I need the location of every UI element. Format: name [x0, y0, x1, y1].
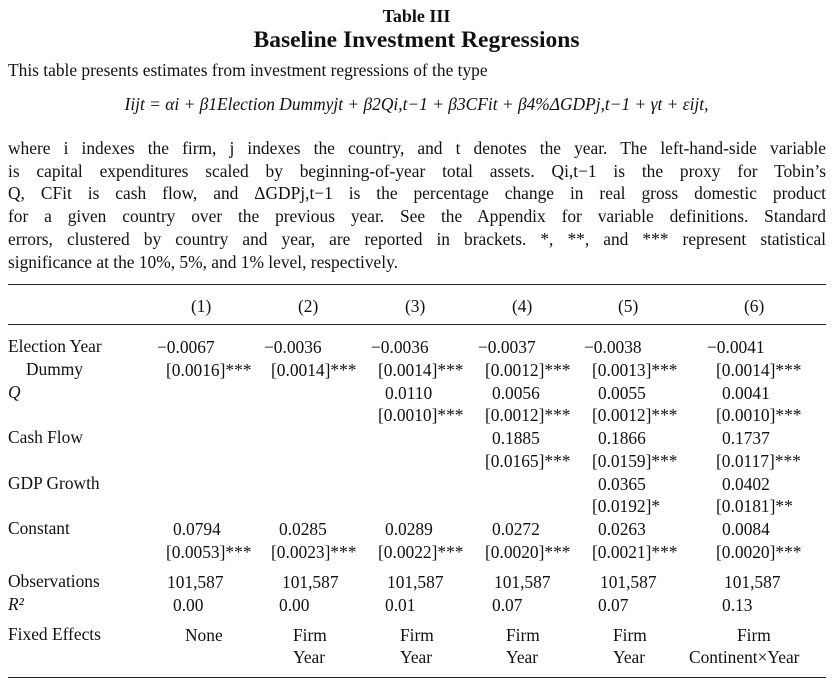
table-cell: [0.0020]***	[485, 542, 571, 562]
table-label: Table III	[382, 6, 451, 26]
row-label-fixed-effects: Fixed Effects	[8, 624, 101, 644]
row-label-cash-flow: Cash Flow	[8, 427, 83, 447]
table-cell: [0.0020]***	[716, 542, 802, 562]
table-cell: 0.0289	[385, 519, 433, 539]
table-cell: 0.07	[492, 595, 523, 615]
table-cell: None	[185, 625, 223, 645]
table-cell: 0.00	[173, 595, 204, 615]
table-cell: 101,587	[494, 572, 551, 592]
table-cell: 0.13	[722, 595, 753, 615]
table-cell: 101,587	[167, 572, 224, 592]
caption-line: is capital expenditures scaled by beginning-of-year total assets. Qi,t−1 is the proxy for Tobin’s	[8, 160, 826, 181]
caption-line: Q, CFit is cash flow, and ΔGDPj,t−1 is the percentage change in real gross domestic product	[8, 183, 826, 204]
table-cell: −0.0041	[707, 337, 765, 357]
table-cell: Firm	[506, 625, 540, 645]
table-cell: [0.0013]***	[592, 360, 678, 380]
table-cell: [0.0014]***	[716, 360, 802, 380]
table-cell: [0.0016]***	[166, 360, 252, 380]
table-cell: 0.0110	[385, 383, 433, 403]
table-cell: [0.0053]***	[166, 542, 252, 562]
header-rule	[8, 324, 826, 325]
table-cell: Firm	[737, 625, 771, 645]
table-cell: [0.0117]***	[716, 451, 801, 471]
table-title: Baseline Investment Regressions	[253, 27, 580, 53]
table-cell: Year	[400, 647, 433, 667]
table-cell: [0.0014]***	[271, 360, 357, 380]
table-cell: 0.07	[598, 595, 629, 615]
table-cell: [0.0010]***	[716, 405, 802, 425]
table-cell: [0.0159]***	[592, 451, 678, 471]
table-cell: Year	[506, 647, 539, 667]
table-cell: 0.1885	[492, 428, 540, 448]
caption-line: significance at the 10%, 5%, and 1% level, respectively.	[8, 251, 399, 272]
table-cell: −0.0036	[264, 337, 322, 357]
table-cell: 0.0056	[492, 383, 540, 403]
table-cell: −0.0067	[157, 337, 215, 357]
table-cell: [0.0014]***	[378, 360, 464, 380]
table-cell: 0.0084	[722, 519, 770, 539]
row-label-election-dummy: Dummy	[26, 359, 84, 379]
row-label-observations: Observations	[8, 571, 100, 591]
table-cell: 0.00	[279, 595, 310, 615]
table-cell: 0.0794	[173, 519, 221, 539]
table-cell: Firm	[400, 625, 434, 645]
table-cell: Year	[613, 647, 646, 667]
table-cell: 101,587	[724, 572, 781, 592]
table-cell: 0.0402	[722, 474, 770, 494]
table-cell: [0.0012]***	[485, 405, 571, 425]
table-cell: 0.0365	[598, 474, 646, 494]
table-caption	[8, 137, 826, 273]
table-cell: 101,587	[600, 572, 657, 592]
row-label-r2: R²	[8, 594, 24, 614]
table-cell: Firm	[293, 625, 327, 645]
table-cell: [0.0012]***	[592, 405, 678, 425]
table-cell: [0.0012]***	[485, 360, 571, 380]
column-header: (5)	[618, 296, 639, 316]
column-header: (6)	[744, 296, 765, 316]
table-cell: 101,587	[387, 572, 444, 592]
table-cell: 0.0285	[279, 519, 327, 539]
table-cell: −0.0038	[584, 337, 642, 357]
column-header: (2)	[298, 296, 319, 316]
table-cell: 0.0055	[598, 383, 646, 403]
table-cell: [0.0165]***	[485, 451, 571, 471]
table-cell: −0.0037	[478, 337, 536, 357]
caption-line: for a given country over the previous year. See the Appendix for variable definitions. Standard	[8, 206, 826, 227]
column-header: (1)	[191, 296, 212, 316]
column-header: (3)	[405, 296, 426, 316]
table-cell: [0.0010]***	[378, 405, 464, 425]
table-cell: 0.0272	[492, 519, 540, 539]
table-cell: [0.0181]**	[716, 496, 793, 516]
table-cell: 0.1737	[722, 428, 770, 448]
table-cell: [0.0192]*	[592, 496, 661, 516]
top-rule	[8, 284, 826, 285]
table-cell: −0.0036	[371, 337, 429, 357]
row-label-q: Q	[8, 382, 21, 402]
column-header: (4)	[512, 296, 533, 316]
table-cell: Continent×Year	[689, 647, 800, 667]
table-cell: 0.0263	[598, 519, 646, 539]
table-cell: Year	[293, 647, 326, 667]
table-cell: [0.0021]***	[592, 542, 678, 562]
table-intro: This table presents estimates from investment regressions of the type	[8, 60, 488, 80]
table-cell: 101,587	[282, 572, 339, 592]
table-cell: 0.01	[385, 595, 416, 615]
bottom-rule	[8, 677, 826, 678]
caption-line: errors, clustered by country and year, are reported in brackets. *, **, and *** represent statistical	[8, 228, 826, 249]
regression-equation: Iijt = αi + β1Election Dummyjt + β2Qi,t−1 + β3CFit + β4%ΔGDPj,t−1 + γt + εijt,	[124, 94, 709, 114]
row-label-constant: Constant	[8, 518, 70, 538]
row-label-election: Election Year	[8, 336, 102, 356]
table-cell: [0.0023]***	[271, 542, 357, 562]
table-cell: Firm	[613, 625, 647, 645]
caption-line: where i indexes the firm, j indexes the country, and t denotes the year. The left-hand-side variable	[8, 138, 826, 158]
table-cell: [0.0022]***	[378, 542, 464, 562]
table-cell: 0.0041	[722, 383, 770, 403]
table-cell: 0.1866	[598, 428, 646, 448]
row-label-gdp-growth: GDP Growth	[8, 473, 100, 493]
